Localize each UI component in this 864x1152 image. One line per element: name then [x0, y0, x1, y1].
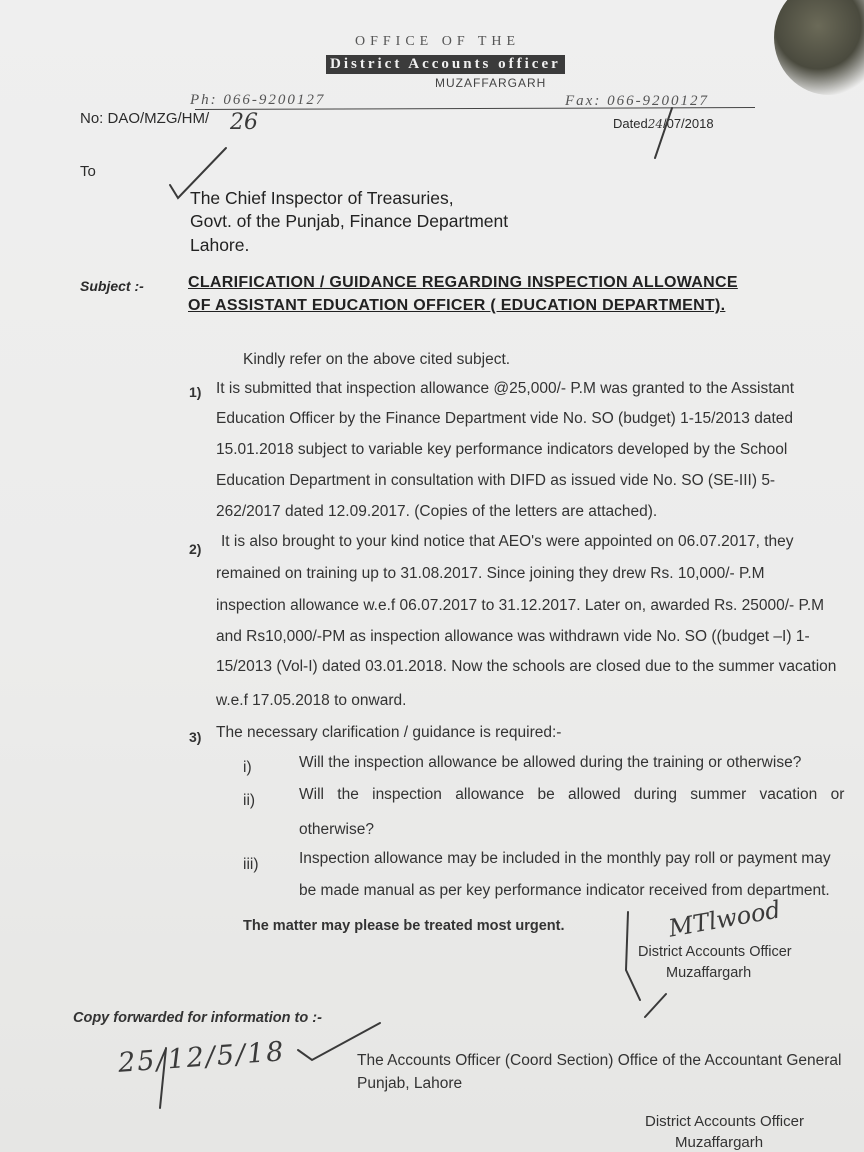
- dated-value: /07/2018: [662, 116, 714, 131]
- handwritten-reference-number: 26: [230, 110, 258, 135]
- item-line: otherwise?: [299, 821, 374, 838]
- copy-tick-mark: [298, 1023, 380, 1060]
- tick-mark: [170, 148, 226, 198]
- paragraph-1-line: It is submitted that inspection allowance @25,000/- P.M was granted to the Assistant: [216, 380, 795, 397]
- paragraph-2-line: remained on training up to 31.08.2017. Since joining they drew Rs. 10,000/- P.M: [216, 565, 765, 582]
- subject-label: Subject :-: [80, 278, 144, 294]
- copy-recipient-line-1: The Accounts Officer (Coord Section) Office of the Accountant General: [357, 1052, 842, 1069]
- date-slash: [655, 108, 672, 158]
- letterhead-city: MUZAFFARGARH: [435, 76, 547, 90]
- opening-line: Kindly refer on the above cited subject.: [243, 351, 511, 368]
- subject-line-1: CLARIFICATION / GUIDANCE REGARDING INSPECTION ALLOWANCE: [188, 274, 738, 291]
- paragraph-2-line: 15/2013 (Vol-I) dated 03.01.2018. Now the schools are closed due to the summer vacation: [216, 658, 837, 675]
- handwritten-day: 24: [647, 117, 663, 131]
- paragraph-2-line: w.e.f 17.05.2018 to onward.: [216, 692, 407, 709]
- signature-bracket: [626, 912, 640, 1000]
- reference-number: No: DAO/MZG/HM/: [80, 110, 210, 127]
- paragraph-2-number: 2): [189, 541, 202, 557]
- signature-city: Muzaffargarh: [666, 965, 752, 981]
- to-label: To: [80, 163, 96, 180]
- paragraph-3-number: 3): [189, 729, 202, 745]
- paragraph-3-text: The necessary clarification / guidance is required:-: [216, 724, 562, 741]
- letterhead-fax: Fax: 066-9200127: [565, 93, 710, 109]
- signature-flourish: [645, 994, 666, 1017]
- copy-forwarded-label: Copy forwarded for information to :-: [73, 1010, 322, 1026]
- paragraph-1-line: 15.01.2018 subject to variable key performance indicators developed by the School: [216, 441, 788, 458]
- letterhead-phone: Ph: 066-9200127: [190, 92, 326, 108]
- date-slash-1: [160, 1048, 166, 1108]
- paragraph-2-line: inspection allowance w.e.f 06.07.2017 to 31.12.2017. Later on, awarded Rs. 25000/- P.M: [216, 597, 825, 614]
- item-line: Will the inspection allowance be allowed during the training or otherwise?: [299, 754, 802, 771]
- handwritten-signature: MTlwood: [666, 895, 783, 943]
- dated-label: Dated: [613, 116, 648, 131]
- item-line: be made manual as per key performance indicator received from department.: [299, 882, 830, 899]
- addressee-line-1: The Chief Inspector of Treasuries,: [190, 188, 454, 208]
- paragraph-1-line: Education Department in consultation with DIFD as issued vide No. SO (SE-III) 5-: [216, 472, 776, 489]
- item-line: Will the inspection allowance be allowed during summer vacation or: [299, 786, 845, 803]
- paragraph-1-number: 1): [189, 384, 202, 400]
- paragraph-1-line: 262/2017 dated 12.09.2017. (Copies of the letters are attached).: [216, 503, 658, 520]
- closing-line: The matter may please be treated most urgent.: [243, 918, 565, 934]
- item-line: Inspection allowance may be included in the monthly pay roll or payment may: [299, 850, 831, 867]
- letterhead-office-title: District Accounts officer: [326, 55, 565, 74]
- paragraph-2-line: and Rs10,000/-PM as inspection allowance was withdrawn vide No. SO ((budget –I) 1-: [216, 628, 810, 645]
- addressee-line-2: Govt. of the Punjab, Finance Department: [190, 211, 509, 231]
- item-number: ii): [243, 792, 256, 809]
- copy-recipient-line-2: Punjab, Lahore: [357, 1075, 463, 1092]
- item-number: i): [243, 759, 252, 776]
- subject-line-2: OF ASSISTANT EDUCATION OFFICER ( EDUCATION DEPARTMENT).: [188, 297, 726, 314]
- letterhead-office-of-the: OFFICE OF THE: [355, 34, 521, 49]
- paragraph-2-line: It is also brought to your kind notice that AEO's were appointed on 06.07.2017, they: [221, 533, 794, 550]
- copy-signature-title: District Accounts Officer: [645, 1113, 804, 1130]
- paragraph-1-line: Education Officer by the Finance Department vide No. SO (budget) 1-15/2013 dated: [216, 410, 793, 427]
- handwritten-date: 25/12/5/18: [117, 1036, 287, 1079]
- copy-signature-city: Muzaffargarh: [675, 1134, 764, 1151]
- addressee-line-3: Lahore.: [190, 235, 250, 255]
- item-number: iii): [243, 856, 259, 873]
- signature-title: District Accounts Officer: [638, 944, 792, 960]
